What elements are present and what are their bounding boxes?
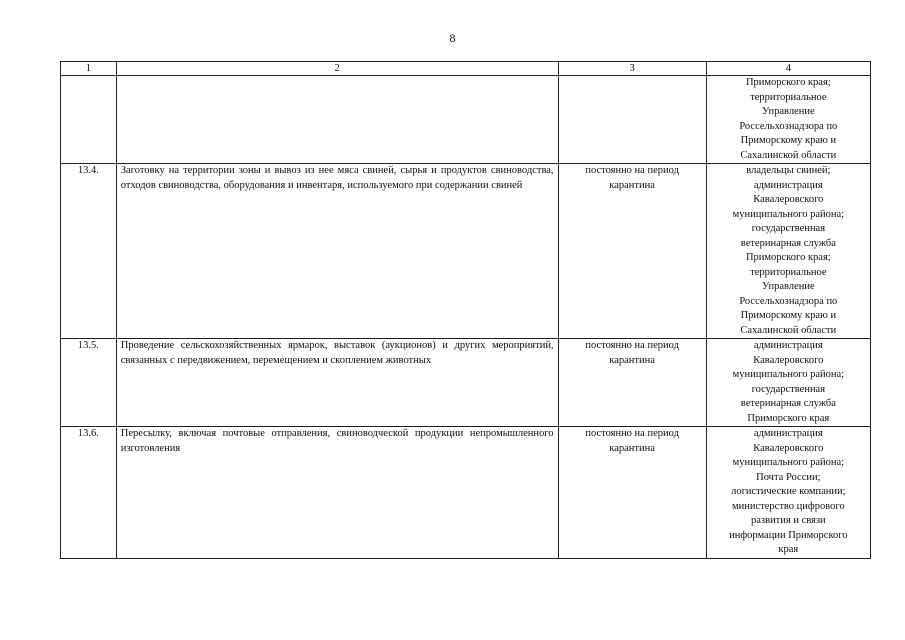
- table-row: [61, 76, 871, 164]
- row-number: [61, 76, 117, 164]
- row-number: 13.5.: [61, 339, 117, 427]
- page-number: 8: [449, 31, 456, 45]
- row-responsible: владельцы свиней; администрация Кавалеровского муниципального района; государственная ветеринарная служба Приморского края; территориальное Управление Россельхознадзора по Приморскому краю и Сахалинской области: [706, 164, 870, 339]
- header-col-1: 1: [61, 62, 117, 76]
- header-col-2: 2: [116, 62, 558, 76]
- row-measure: Проведение сельскохозяйственных ярмарок, выставок (аукционов) и других мероприятий, связанных с передвижением, перемещением и скоплением животных: [116, 339, 558, 427]
- row-term: постоянно на период карантина: [558, 164, 706, 339]
- row-term: постоянно на период карантина: [558, 339, 706, 427]
- row-measure: [116, 76, 558, 164]
- table-row: [61, 427, 871, 559]
- row-measure: Пересылку, включая почтовые отправления, свиноводческой продукции непромышленного изготовления: [116, 427, 558, 559]
- row-measure: Заготовку на территории зоны и вывоз из нее мяса свиней, сырья и продуктов свиноводства, отходов свиноводства, оборудования и инвентаря, используемого при содержании свиней: [116, 164, 558, 339]
- header-col-4: 4: [706, 62, 870, 76]
- table-header-row: [61, 62, 871, 76]
- table-row: [61, 164, 871, 339]
- row-responsible: администрация Кавалеровского муниципального района; государственная ветеринарная служба Приморского края: [706, 339, 870, 427]
- row-term: постоянно на период карантина: [558, 427, 706, 559]
- measures-table: [60, 61, 871, 559]
- row-term: [558, 76, 706, 164]
- row-responsible: администрация Кавалеровского муниципального района; Почта России; логистические компании; министерство цифрового развития и связи информации Приморского края: [706, 427, 870, 559]
- header-col-3: 3: [558, 62, 706, 76]
- row-number: 13.4.: [61, 164, 117, 339]
- table-row: [61, 339, 871, 427]
- row-responsible: Приморского края; территориальное Управление Россельхознадзора по Приморскому краю и Сахалинской области: [706, 76, 870, 164]
- row-number: 13.6.: [61, 427, 117, 559]
